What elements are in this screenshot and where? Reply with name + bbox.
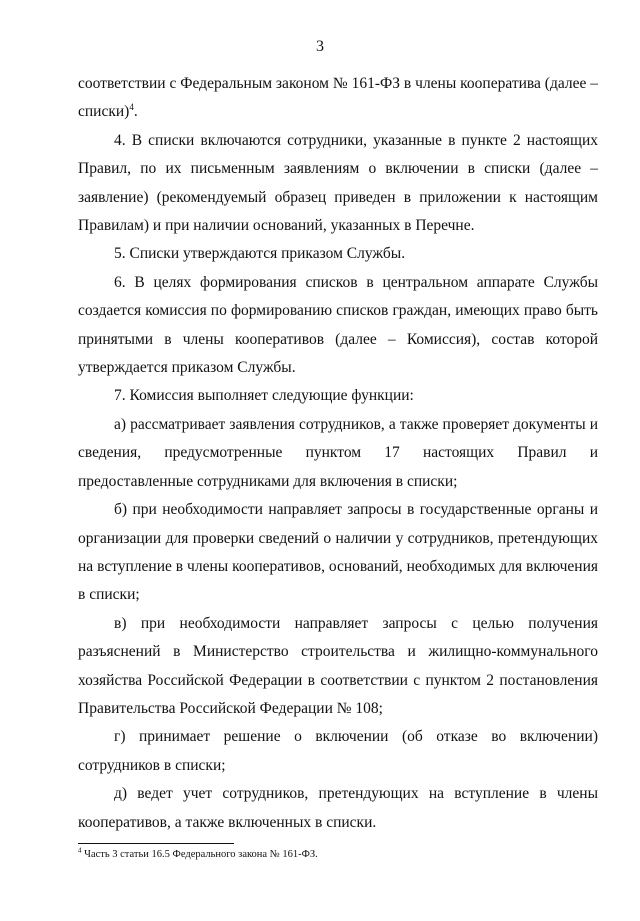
paragraph-item-6: 6. В целях формирования списков в центральном аппарате Службы создается комиссия по формированию списков граждан, имеющих право быть принятыми в члены кооперативов (далее – Комиссия), состав которой утверждается приказом Службы.: [78, 273, 598, 377]
footnote: [78, 848, 598, 862]
paragraph-item-7: 7. Комиссия выполняет следующие функции:: [114, 387, 414, 405]
paragraph-item-4: 4. В списки включаются сотрудники, указанные в пункте 2 настоящих Правил, по их письменным заявлениям о включении в списки (далее – заявление) (рекомендуемый образец приведен в приложении к настоящим Правилам) и при наличии оснований, указанных в Перечне.: [78, 131, 598, 235]
paragraph-text: соответствии с Федеральным законом № 161-ФЗ в члены кооператива (далее – списки): [78, 75, 598, 121]
subitem-a: а) рассматривает заявления сотрудников, а также проверяет документы и сведения, предусмотренные пунктом 17 настоящих Правил и предоставленные сотрудниками для включения в списки;: [78, 415, 598, 490]
footnote-divider: [78, 843, 234, 844]
paragraph-continuation: [78, 70, 598, 127]
footnote-reference[interactable]: 4: [129, 102, 134, 113]
subitem-d: д) ведет учет сотрудников, претендующих на вступление в члены кооперативов, а также включенных в списки.: [78, 785, 598, 831]
subitem-v: в) при необходимости направляет запросы с целью получения разъяснений в Министерство строительства и жилищно-коммунального хозяйства Российской Федерации в соответствии с пунктом 2 постановления Правительства Российской Федерации № 108;: [78, 614, 598, 717]
paragraph-item-5: 5. Списки утверждаются приказом Службы.: [114, 245, 406, 263]
subitem-b: б) при необходимости направляет запросы в государственные органы и организации для проверки сведений о наличии у сотрудников, претендующих на вступление в члены кооперативов, оснований, необходимых для включения в списки;: [78, 501, 598, 604]
document-body: [78, 70, 598, 837]
paragraph-end: .: [133, 103, 138, 121]
footnote-text: Часть 3 статьи 16.5 Федерального закона № 161-ФЗ.: [81, 849, 318, 860]
footnote-mark: 4: [78, 846, 82, 855]
subitem-g: г) принимает решение о включении (об отказе во включении) сотрудников в списки;: [78, 728, 598, 774]
page-number: 3: [316, 38, 324, 55]
